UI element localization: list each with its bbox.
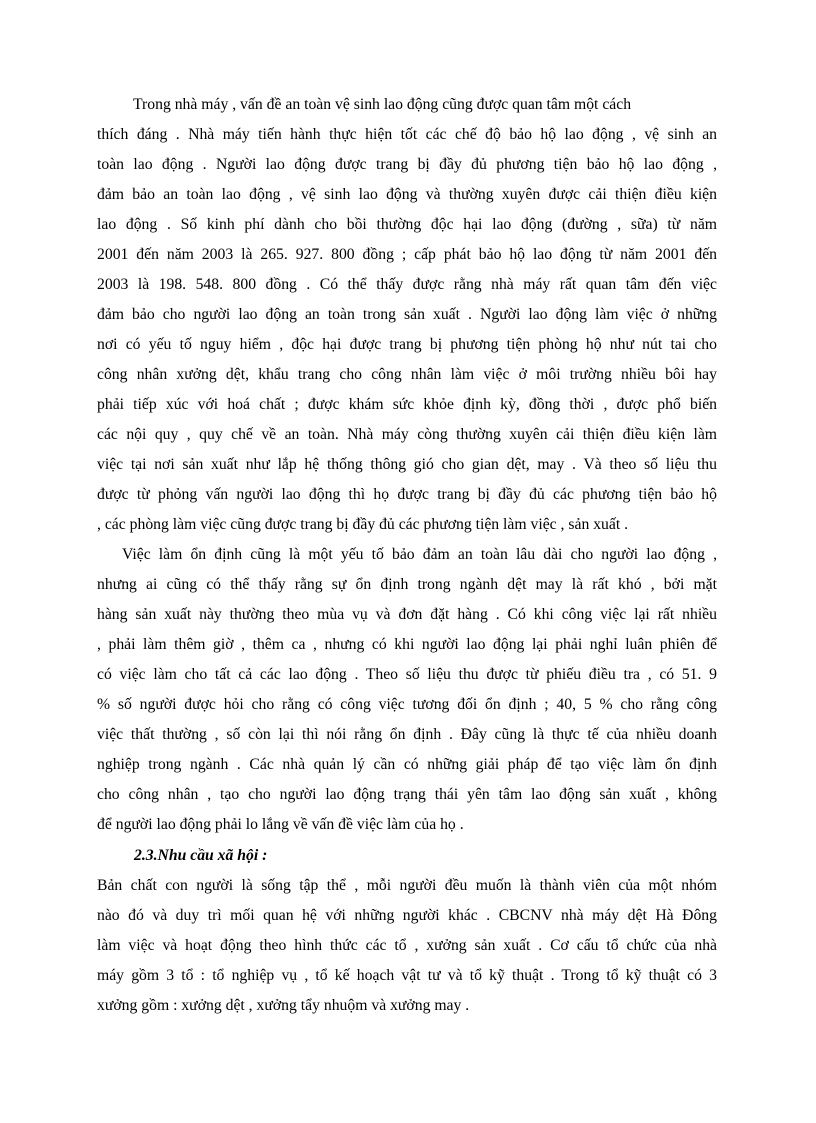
para2-line8: nghiệp trong ngành . Các nhà quản lý cần có những giải pháp để tạo việc làm ổn định [97, 756, 717, 773]
para1-line7: 2003 là 198. 548. 800 đồng . Có thể thấy được rằng nhà máy rất quan tâm đến việc [97, 276, 717, 293]
para2-line9: cho công nhân , tạo cho người lao động trạng thái yên tâm lao động sản xuất , không [97, 786, 717, 803]
para1-line10: công nhân xưởng dệt, khẩu trang cho công nhân làm việc ở môi trường nhiều bôi hay [97, 366, 717, 383]
para2-line6: % số người được hỏi cho rằng có công việc tương đối ổn định ; 40, 5 % cho rằng công [97, 696, 717, 713]
para1-line13: việc tại nơi sản xuất như lắp hệ thống thông gió cho gian dệt, may . Và theo số liệu thu [97, 456, 717, 473]
para1-line3: toàn lao động . Người lao động được trang bị đầy đủ phương tiện bảo hộ lao động , [97, 156, 717, 173]
para2-line1: Việc làm ổn định cũng là một yếu tố bảo đảm an toàn lâu dài cho người lao động , [122, 546, 717, 563]
para1-line15: , các phòng làm việc cũng được trang bị đầy đủ các phương tiện làm việc , sản xuất . [97, 516, 629, 533]
para2-line10: để người lao động phải lo lắng về vấn đề việc làm của họ . [97, 816, 464, 833]
section-para-line5: xưởng gồm : xưởng dệt , xưởng tẩy nhuộm và xưởng may . [97, 997, 470, 1014]
section-para-line4: máy gồm 3 tổ : tổ nghiệp vụ , tổ kế hoạch vật tư và tổ kỹ thuật . Trong tổ kỹ thuật có 3 [97, 967, 717, 984]
para1-line1: Trong nhà máy , vấn đề an toàn vệ sinh lao động cũng được quan tâm một cách [133, 96, 632, 113]
para1-line12: các nội quy , quy chế về an toàn. Nhà máy còng thường xuyên cải thiện điều kiện làm [97, 426, 717, 443]
section-heading: 2.3.Nhu cầu xã hội : [134, 847, 268, 864]
para2-line4: , phải làm thêm giờ , thêm ca , nhưng có khi người lao động lại phải nghỉ luân phiên để [97, 636, 717, 653]
para1-line11: phải tiếp xúc với hoá chất ; được khám sức khỏe định kỳ, đồng thời , được phổ biến [97, 396, 717, 413]
para1-line4: đảm bảo an toàn lao động , vệ sinh lao động và thường xuyên được cải thiện điều kiện [97, 186, 717, 203]
para1-line6: 2001 đến năm 2003 là 265. 927. 800 đồng ; cấp phát bảo hộ lao động từ năm 2001 đến [97, 246, 717, 263]
section-para-line3: làm việc và hoạt động theo hình thức các tổ , xưởng sản xuất . Cơ cấu tổ chức của nhà [97, 937, 717, 954]
para2-line2: nhưng ai cũng có thể thấy rằng sự ổn định trong ngành dệt may là rất khó , bởi mặt [97, 576, 717, 593]
para2-line7: việc thất thường , số còn lại thì nói rằng ổn định . Đây cũng là thực tế của nhiều doanh [97, 726, 717, 743]
section-para-line2: nào đó và duy trì mối quan hệ với những người khác . CBCNV nhà máy dệt Hà Đông [97, 907, 717, 924]
para1-line5: lao động . Số kinh phí dành cho bồi thường độc hại lao động (đường , sữa) từ năm [97, 216, 717, 233]
para1-line8: đảm bảo cho người lao động an toàn trong sản xuất . Người lao động làm việc ở những [97, 306, 717, 323]
para1-line2: thích đáng . Nhà máy tiến hành thực hiện tốt các chế độ bảo hộ lao động , vệ sinh an [97, 126, 717, 143]
section-para-line1: Bản chất con người là sống tập thể , mỗi người đều muốn là thành viên của một nhóm [97, 877, 717, 894]
para1-line9: nơi có yếu tố nguy hiểm , độc hại được trang bị phương tiện phòng hộ như nút tai cho [97, 336, 717, 353]
para2-line3: hàng sản xuất này thường theo mùa vụ và đơn đặt hàng . Có khi công việc lại rất nhiều [97, 606, 717, 623]
para2-line5: có việc làm cho tất cả các lao động . Theo số liệu thu được từ phiếu điều tra , có 51. 9 [97, 666, 717, 683]
para1-line14: được từ phỏng vấn người lao động thì họ được trang bị đầy đủ các phương tiện bảo hộ [97, 486, 717, 503]
